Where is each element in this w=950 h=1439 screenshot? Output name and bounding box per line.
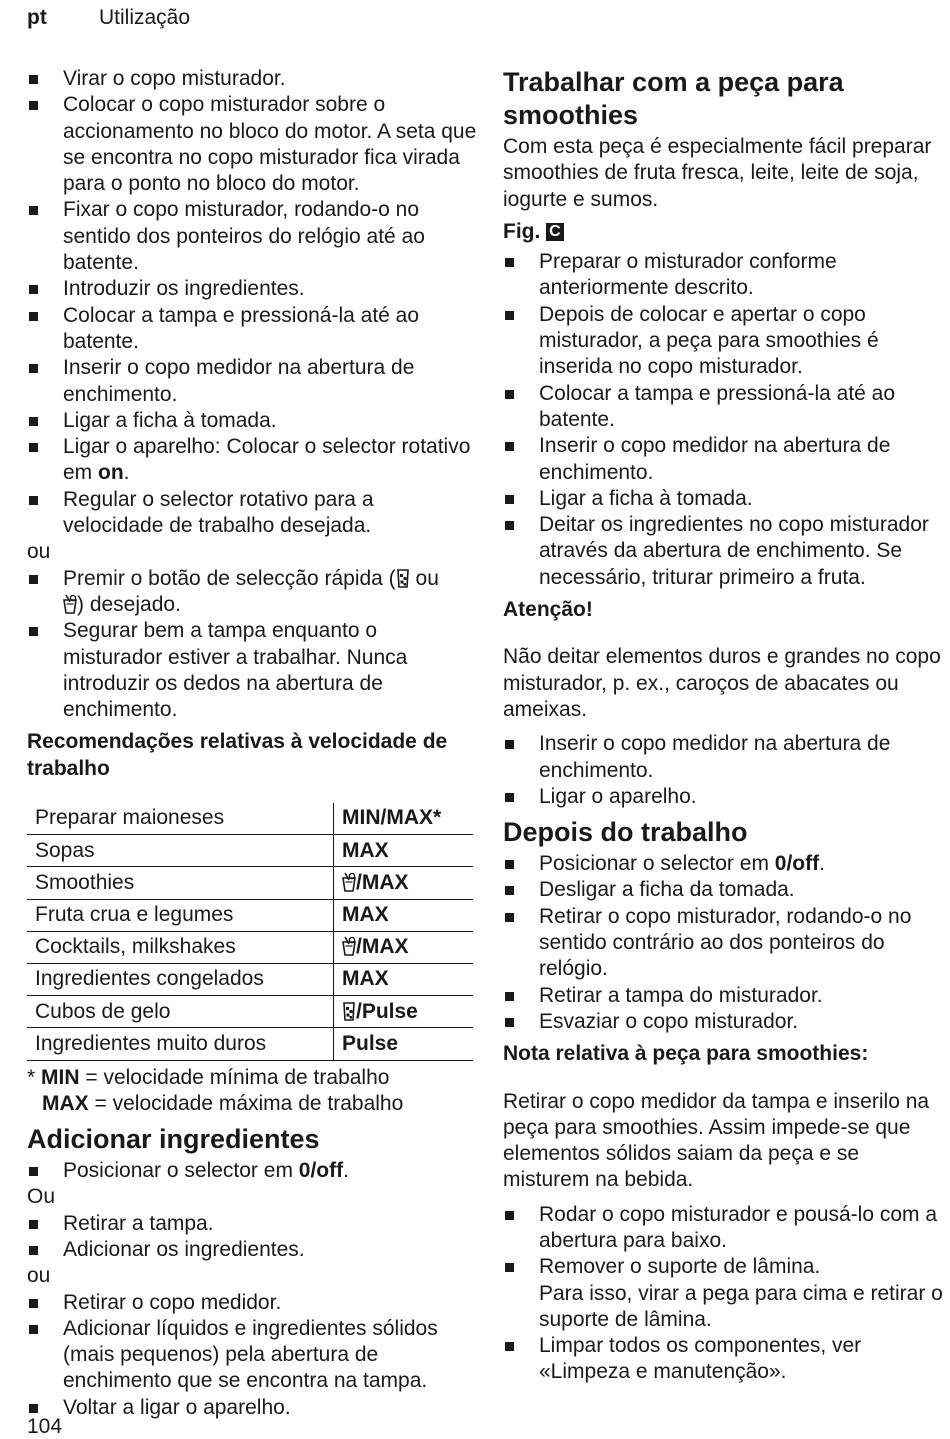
list-item: Ligar o aparelho. — [503, 784, 950, 810]
food-type-cell: Fruta crua e legumes — [27, 899, 334, 931]
table-row — [27, 867, 473, 899]
or-label: ou — [27, 1264, 51, 1288]
note-list — [503, 1202, 950, 1386]
list-item: Inserir o copo medidor na abertura de enchimento. — [503, 433, 950, 486]
list-item: Rodar o copo misturador e pousá-lo com a abertura para baixo. — [503, 1202, 950, 1255]
list-item: Retirar a tampa do misturador. — [503, 983, 950, 1009]
list-item: Preparar o misturador conforme anteriormente descrito. — [503, 249, 950, 302]
list-item: Ligar a ficha à tomada. — [503, 486, 950, 512]
list-item: Ligar a ficha à tomada. — [27, 408, 477, 434]
list-item: Regular o selector rotativo para a velocidade de trabalho desejada. — [27, 487, 477, 540]
list-item: Ligar o aparelho: Colocar o selector rotativo em on. — [27, 434, 477, 487]
list-item: Retirar o copo misturador, rodando-o no sentido contrário ao dos ponteiros do relógio. — [503, 904, 950, 983]
add-list-1 — [27, 1158, 477, 1184]
speed-setting-value: MIN/MAX* — [342, 806, 442, 830]
attention-text: Não deitar elementos duros e grandes no copo misturador, p. ex., caroços de abacates ou ameixas. — [503, 645, 941, 721]
list-item: Inserir o copo medidor na abertura de enchimento. — [27, 355, 477, 408]
list-item: Colocar a tampa e pressioná-la até ao batente. — [503, 381, 950, 434]
speed-setting-cell — [334, 996, 474, 1028]
list-item: Fixar o copo misturador, rodando-o no sentido dos ponteiros do relógio até ao batente. — [27, 197, 477, 276]
speed-setting-value: /Pulse — [356, 999, 418, 1023]
list-item: Desligar a ficha da tomada. — [503, 877, 950, 903]
after-work-list — [503, 851, 950, 1035]
food-type-cell: Cubos de gelo — [27, 996, 334, 1028]
right-column — [503, 66, 950, 1386]
speed-table — [27, 803, 473, 1061]
smoothie-intro: Com esta peça é especialmente fácil preparar smoothies de fruta fresca, leite, leite de soja, iogurte e sumos. — [503, 135, 932, 211]
food-type-cell: Ingredientes muito duros — [27, 1028, 334, 1060]
ice-glass-icon — [396, 568, 410, 588]
table-row — [27, 899, 473, 931]
list-item: Limpar todos os componentes, ver «Limpeza e manutenção». — [503, 1333, 950, 1386]
food-type-cell: Ingredientes congelados — [27, 963, 334, 995]
list-item: Retirar o copo medidor. — [27, 1290, 477, 1316]
figure-reference: Fig. C — [503, 219, 950, 245]
figure-letter-badge: C — [546, 223, 564, 241]
speed-setting-cell — [334, 1028, 474, 1060]
footnote: * MIN = velocidade mínima de trabalho MAX = velocidade máxima de trabalho — [27, 1065, 404, 1115]
or-label: ou — [27, 540, 51, 564]
table-row — [27, 931, 473, 963]
list-item: Virar o copo misturador. — [27, 66, 477, 92]
speed-setting-cell — [334, 803, 474, 835]
list-item: Depois de colocar e apertar o copo misturador, a peça para smoothies é inserida no copo misturador. — [503, 302, 950, 381]
list-item: Adicionar os ingredientes. — [27, 1237, 477, 1263]
section-title: Utilização — [99, 6, 191, 29]
recommendations-title: Recomendações relativas à velocidade de trabalho — [27, 730, 448, 780]
list-item: Voltar a ligar o aparelho. — [27, 1395, 477, 1421]
table-row — [27, 996, 473, 1028]
smoothie-heading: Trabalhar com a peça para smoothies — [503, 67, 844, 130]
attention-title: Atenção! — [503, 598, 593, 622]
food-type-cell: Cocktails, milkshakes — [27, 931, 334, 963]
speed-setting-value: MAX — [342, 967, 389, 991]
page-header — [27, 6, 191, 30]
page-number: 104 — [27, 1415, 63, 1438]
speed-setting-cell — [334, 931, 474, 963]
list-item: Remover o suporte de lâmina. Para isso, virar a pega para cima e retirar o suporte de lâmina. — [503, 1254, 950, 1333]
left-column — [27, 66, 477, 1421]
smoothie-glass-icon — [63, 594, 77, 614]
or-label: Ou — [27, 1185, 56, 1209]
list-item: Introduzir os ingredientes. — [27, 276, 477, 302]
list-item: Colocar o copo misturador sobre o accionamento no bloco do motor. A seta que se encontra no copo misturador fica virada para o ponto no bloco do motor. — [27, 92, 477, 197]
food-type-cell: Sopas — [27, 835, 334, 867]
list-item: Deitar os ingredientes no copo misturador através da abertura de enchimento. Se necessário, triturar primeiro a fruta. — [503, 512, 950, 591]
quick-select-list — [27, 566, 477, 724]
add-ingredients-heading: Adicionar ingredientes — [27, 1124, 320, 1155]
table-row — [27, 963, 473, 995]
table-row — [27, 803, 473, 835]
speed-setting-value: Pulse — [342, 1031, 399, 1055]
language-code: pt — [27, 6, 47, 29]
add-list-3 — [27, 1290, 477, 1421]
list-item: Segurar bem a tampa enquanto o misturador estiver a trabalhar. Nunca introduzir os dedos na abertura de enchimento. — [27, 618, 477, 723]
ice-glass-icon — [342, 1001, 356, 1021]
speed-setting-cell — [334, 867, 474, 899]
assembly-list — [27, 66, 477, 539]
smoothie-glass-icon — [342, 872, 356, 892]
list-item: Esvaziar o copo misturador. — [503, 1009, 950, 1035]
speed-setting-value: /MAX — [356, 935, 409, 959]
speed-setting-cell — [334, 835, 474, 867]
note-text: Retirar o copo medidor da tampa e inserilo na peça para smoothies. Assim impede-se que elementos sólidos saiam da peça e se misturem na bebida. — [503, 1089, 930, 1192]
table-row — [27, 835, 473, 867]
list-item: Adicionar líquidos e ingredientes sólidos (mais pequenos) pela abertura de enchimento que se encontra na tampa. — [27, 1316, 477, 1395]
list-item: Colocar a tampa e pressioná-la até ao batente. — [27, 303, 477, 356]
speed-setting-cell — [334, 963, 474, 995]
list-item: Inserir o copo medidor na abertura de enchimento. — [503, 731, 950, 784]
list-item: Posicionar o selector em 0/off. — [503, 851, 950, 877]
smoothie-glass-icon — [342, 936, 356, 956]
list-item: Premir o botão de selecção rápida ( ou ) desejado. — [27, 566, 477, 619]
speed-setting-value: /MAX — [356, 870, 409, 894]
speed-setting-value: MAX — [342, 903, 389, 927]
smoothie-steps-list — [503, 249, 950, 591]
attention-list — [503, 731, 950, 810]
list-item: Retirar a tampa. — [27, 1211, 477, 1237]
after-work-heading: Depois do trabalho — [503, 817, 748, 848]
food-type-cell: Smoothies — [27, 867, 334, 899]
table-row — [27, 1028, 473, 1060]
add-list-2 — [27, 1211, 477, 1264]
speed-setting-cell — [334, 899, 474, 931]
note-title: Nota relativa à peça para smoothies: — [503, 1042, 869, 1066]
list-item: Posicionar o selector em 0/off. — [27, 1158, 477, 1184]
speed-setting-value: MAX — [342, 838, 389, 862]
food-type-cell: Preparar maioneses — [27, 803, 334, 835]
